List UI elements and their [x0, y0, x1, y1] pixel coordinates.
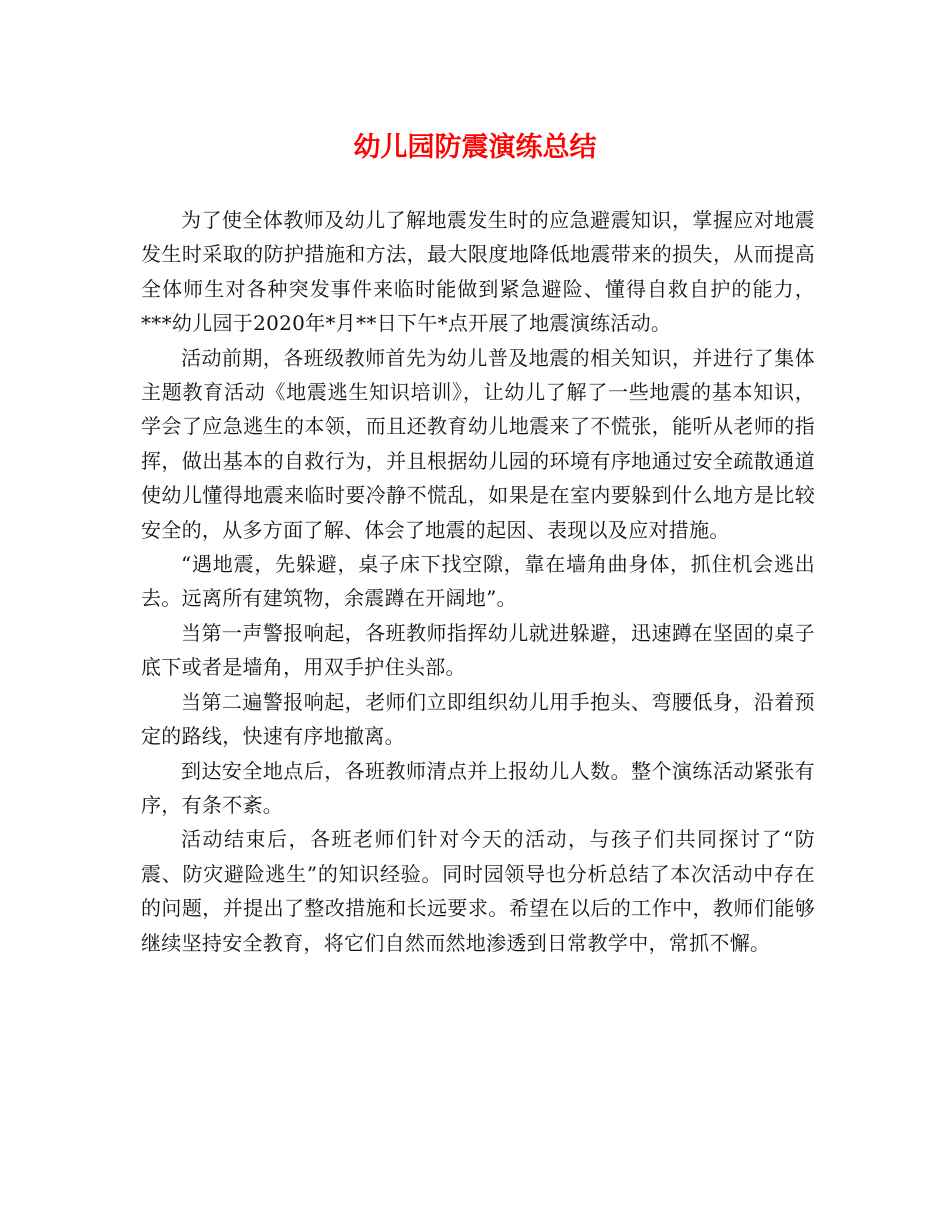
paragraph-conclusion: 活动结束后，各班老师们针对今天的活动，与孩子们共同探讨了“防震、防灾避险逃生”的知识经验。同时园领导也分析总结了本次活动中存在的问题，并提出了整改措施和长远要求。希望在以后的工作中，教师们能够继续坚持安全教育，将它们自然而然地渗透到日常教学中，常抓不懈。 [141, 827, 815, 955]
document-title: 幼儿园防震演练总结 [353, 132, 597, 163]
paragraph-safe-point: 到达安全地点后，各班教师清点并上报幼儿人数。整个演练活动紧张有序，有条不紊。 [141, 758, 815, 817]
paragraph-intro: 为了使全体教师及幼儿了解地震发生时的应急避震知识，掌握应对地震发生时采取的防护措施和方法，最大限度地降低地震带来的损失，从而提高全体师生对各种突发事件来临时能做到紧急避险、懂得自救自护的能力，***幼儿园于2020年*月**日下午*点开展了地震演练活动。 [141, 208, 815, 336]
paragraph-preparation: 活动前期，各班级教师首先为幼儿普及地震的相关知识，并进行了集体主题教育活动《地震逃生知识培训》，让幼儿了解了一些地震的基本知识，学会了应急逃生的本领，而且还教育幼儿地震来了不慌张，能听从老师的指挥，做出基本的自救行为，并且根据幼儿园的环境有序地通过安全疏散通道使幼儿懂得地震来临时要冷静不慌乱，如果是在室内要躲到什么地方是比较安全的，从多方面了解、体会了地震的起因、表现以及应对措施。 [141, 345, 815, 542]
paragraph-rhyme: “遇地震，先躲避，桌子床下找空隙，靠在墙角曲身体，抓住机会逃出去。远离所有建筑物，余震蹲在开阔地”。 [141, 552, 815, 611]
paragraph-first-alarm: 当第一声警报响起，各班教师指挥幼儿就进躲避，迅速蹲在坚固的桌子底下或者是墙角，用双手护住头部。 [141, 620, 815, 680]
paragraph-second-alarm: 当第二遍警报响起，老师们立即组织幼儿用手抱头、弯腰低身，沿着预定的路线，快速有序地撤离。 [141, 689, 815, 749]
document-body [141, 203, 815, 960]
